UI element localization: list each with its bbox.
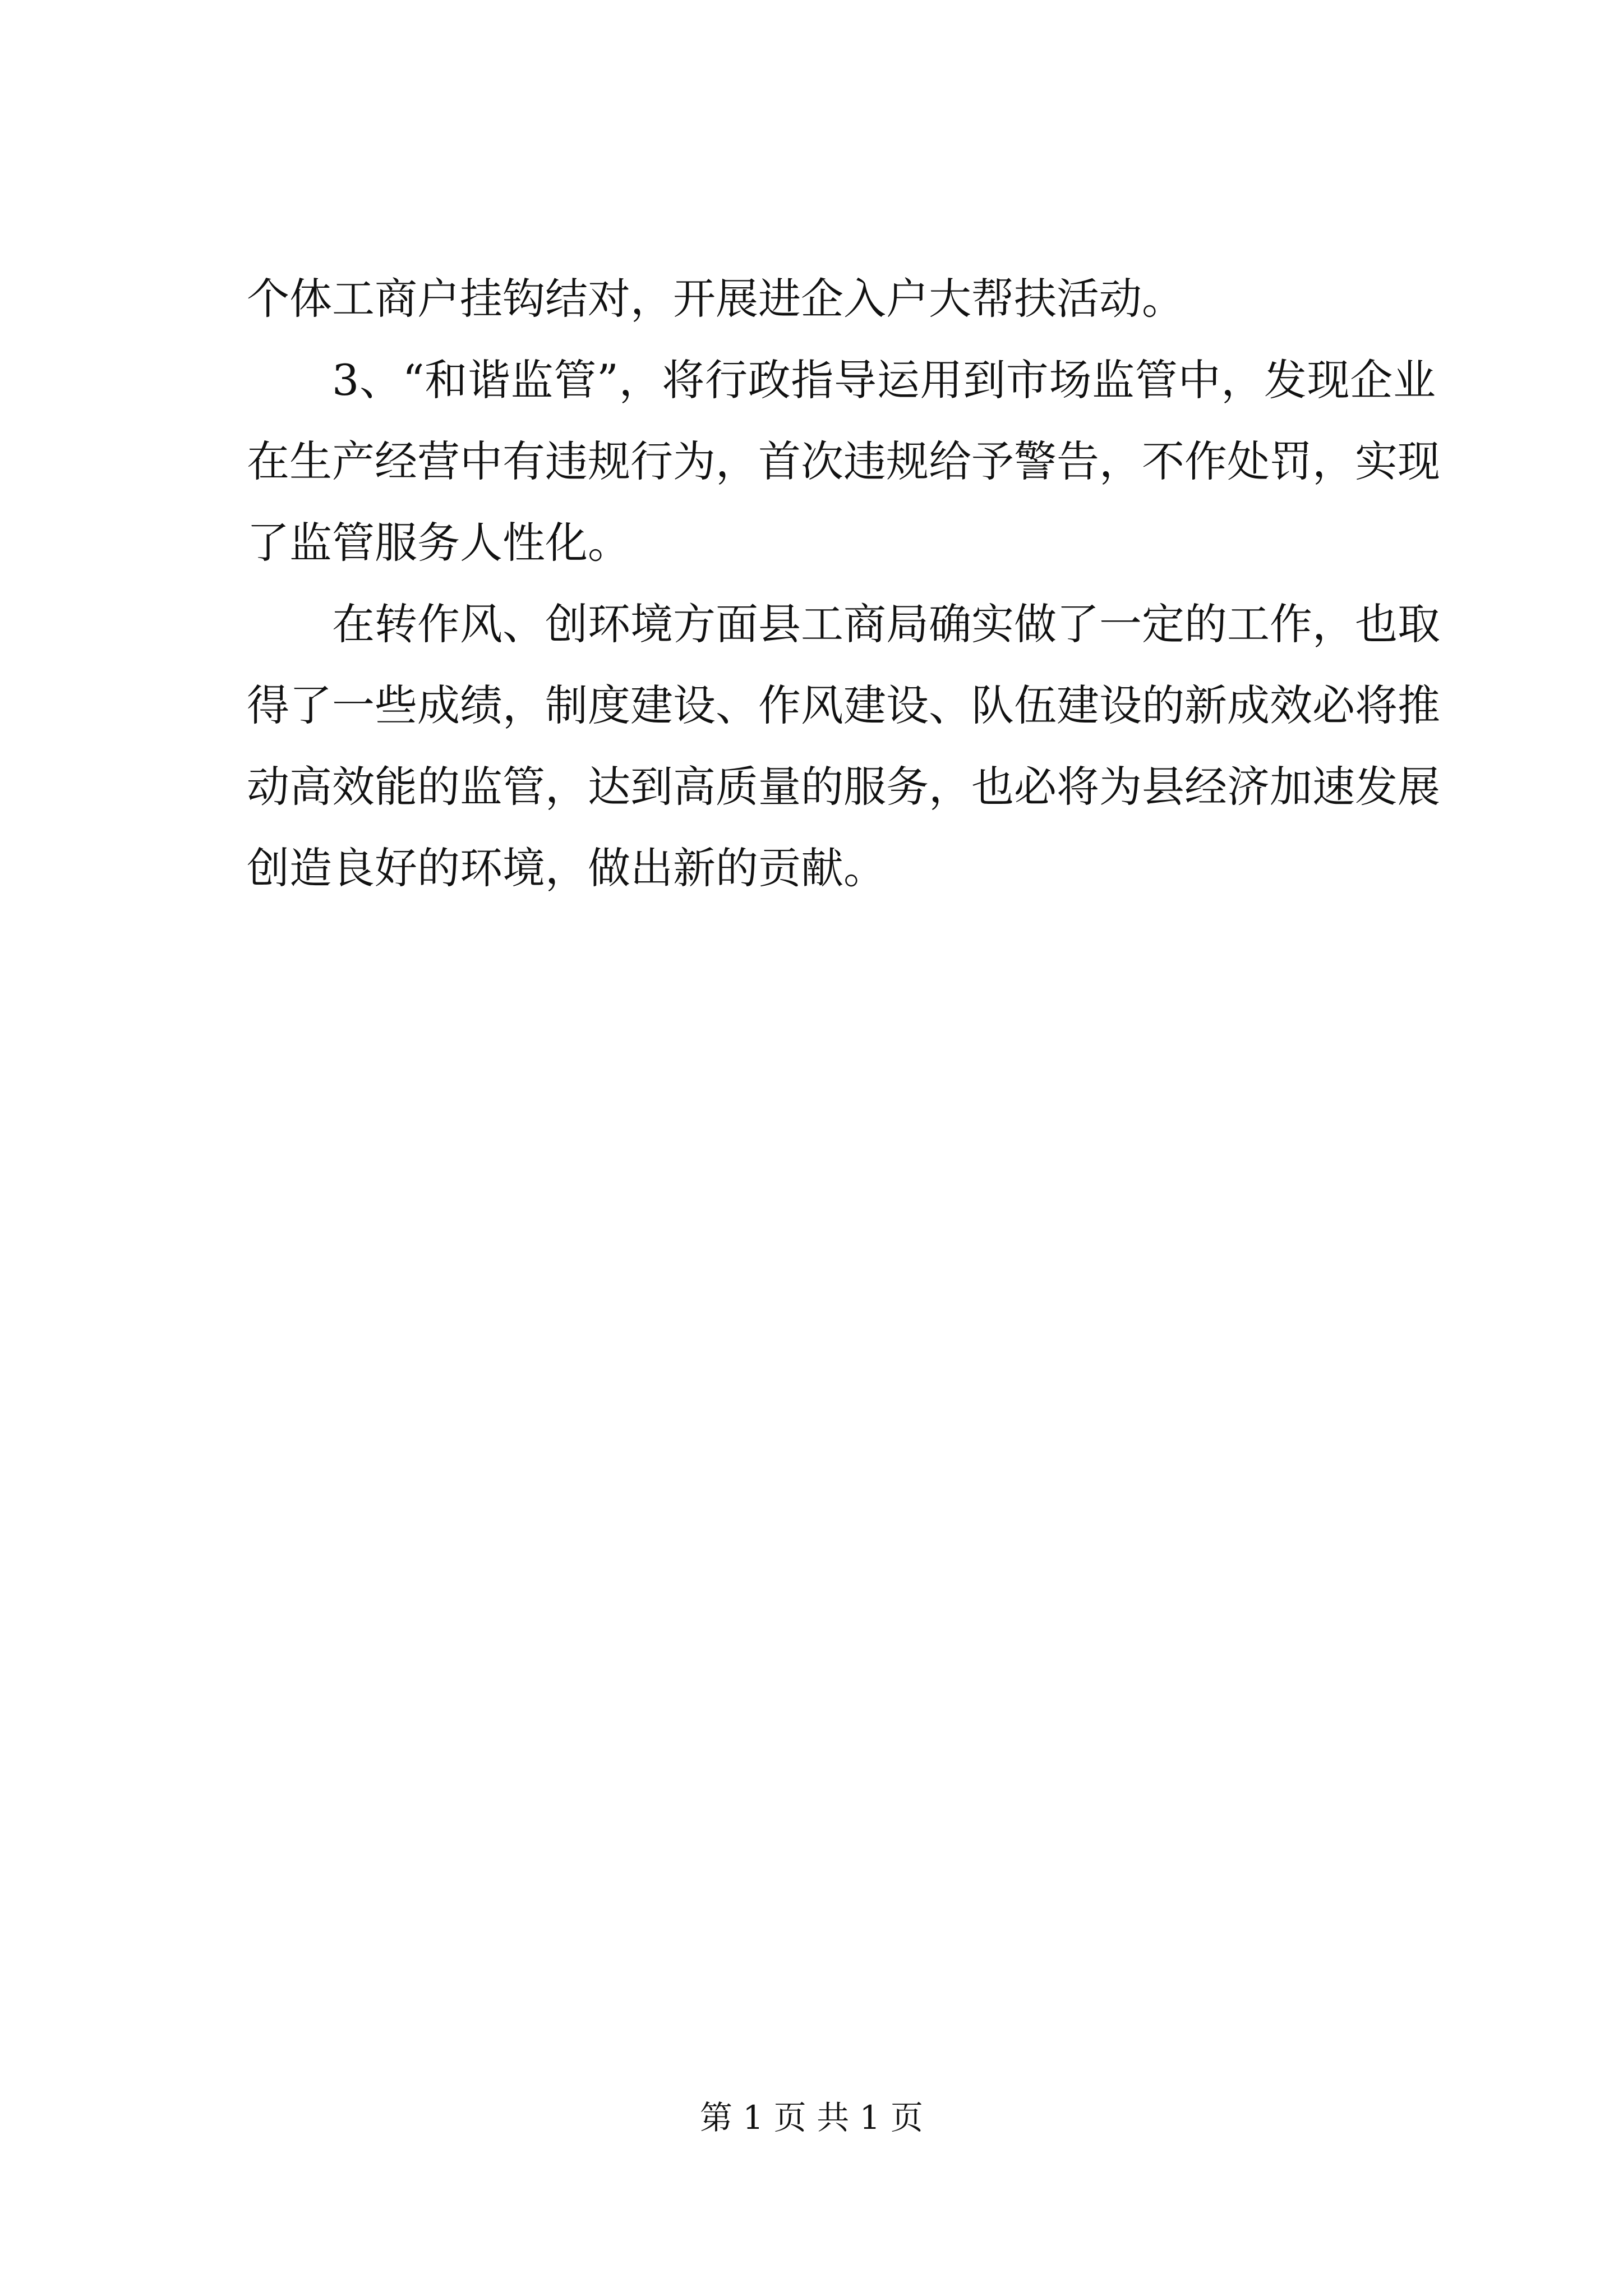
text-line: 动高效能的监管，达到高质量的服务，也必将为县经济加速发展	[247, 762, 1440, 812]
text-line: 创造良好的环境，做出新的贡献。	[247, 843, 886, 893]
text-line: 3、“和谐监管”，将行政指导运用到市场监管中，发现企业	[332, 355, 1436, 405]
text-line: 个体工商户挂钩结对，开展进企入户大帮扶活动。	[247, 274, 1184, 324]
text-line: 在生产经营中有违规行为，首次违规给予警告，不作处罚，实现	[247, 436, 1440, 486]
text-line: 在转作风、创环境方面县工商局确实做了一定的工作，也取	[332, 599, 1440, 649]
text-line: 了监管服务人性化。	[247, 518, 630, 568]
page-footer	[0, 2095, 1623, 2140]
page-number: 第 1 页 共 1 页	[700, 2099, 923, 2137]
text-line: 得了一些成绩，制度建设、作风建设、队伍建设的新成效必将推	[247, 680, 1440, 730]
document-body	[247, 258, 1440, 909]
